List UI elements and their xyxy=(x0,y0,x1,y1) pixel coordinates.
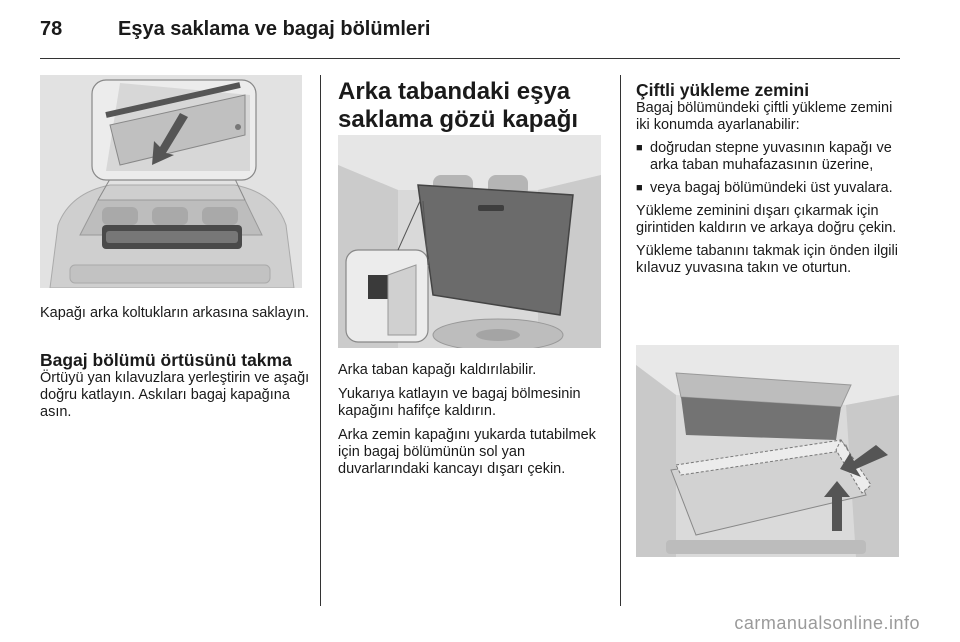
floor-cover-paragraph-3: Arka zemin kapağını yukarda tutabilmek için bagaj bölümünün sol yan duvarlarındaki kancayı dışarı çekin. xyxy=(338,427,596,477)
list-item xyxy=(636,140,908,174)
double-floor-intro: Bagaj bölümündeki çiftli yükleme zemini iki konumda ayarlanabilir: xyxy=(636,100,893,133)
bullet-icon: ■ xyxy=(636,182,643,194)
section-title-double-floor: Çiftli yükleme zemini xyxy=(636,80,810,100)
section-title-floor-cover-line2: saklama gözü kapağı xyxy=(338,106,579,133)
double-floor-paragraph-1: Yükleme zeminini dışarı çıkarmak için girintiden kaldırın ve arkaya doğru çekin. xyxy=(636,203,897,236)
list-item-text: veya bagaj bölümündeki üst yuvalara. xyxy=(650,180,893,196)
page-heading: Eşya saklama ve bagaj bölümleri xyxy=(118,18,431,40)
header-divider xyxy=(40,58,900,59)
list-item-text: doğrudan stepne yuvasının kapağı ve arka taban muhafazasının üzerine, xyxy=(650,140,892,173)
section-title-floor-cover-line1: Arka tabandaki eşya xyxy=(338,78,571,105)
floor-cover-paragraph-2: Yukarıya katlayın ve bagaj bölmesinin kapağını hafifçe kaldırın. xyxy=(338,386,581,419)
floor-cover-illustration xyxy=(338,135,601,348)
cargo-cover-caption: Kapağı arka koltukların arkasına saklayın. xyxy=(40,305,310,321)
section-title-cargo-cover: Bagaj bölümü örtüsünü takma xyxy=(40,350,292,370)
floor-cover-paragraph-1: Arka taban kapağı kaldırılabilir. xyxy=(338,362,537,378)
cargo-cover-instructions: Örtüyü yan kılavuzlara yerleştirin ve aşağı doğru katlayın. Askıları bagaj kapağına asın. xyxy=(40,370,310,420)
page-number: 78 xyxy=(40,18,63,40)
list-item xyxy=(636,180,908,197)
bullet-icon: ■ xyxy=(636,142,643,154)
column-divider-1 xyxy=(320,75,321,606)
double-floor-illustration xyxy=(636,345,899,557)
column-divider-2 xyxy=(620,75,621,606)
double-floor-paragraph-2: Yükleme tabanını takmak için önden ilgili kılavuz yuvasına takın ve oturtun. xyxy=(636,243,898,276)
cargo-cover-illustration xyxy=(40,75,302,288)
watermark: carmanualsonline.info xyxy=(734,613,920,633)
